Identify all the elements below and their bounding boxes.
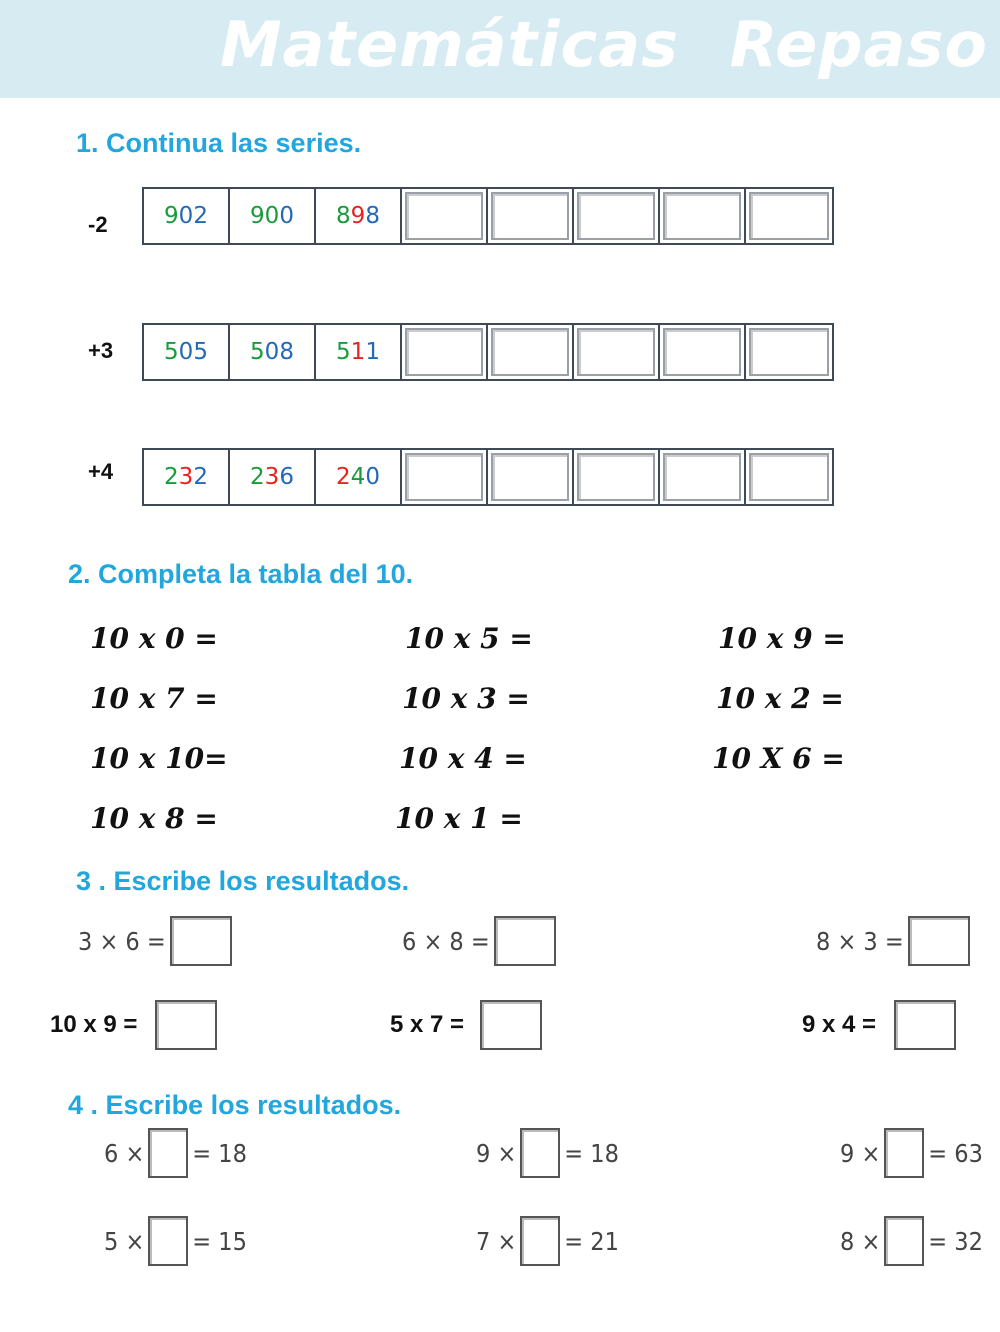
- exercise-text: 9 x 4 =: [802, 1011, 877, 1038]
- exercise-left: 8 ×: [840, 1226, 881, 1256]
- series-digit: 0: [365, 464, 380, 490]
- series-answer-box[interactable]: [660, 189, 746, 243]
- series-digit: 2: [250, 464, 265, 490]
- series-1-label: -2: [88, 212, 108, 237]
- series-digit: 1: [365, 339, 380, 365]
- answer-box[interactable]: [884, 1128, 924, 1178]
- series-digit: 8: [336, 203, 351, 229]
- series-digit: 8: [365, 203, 380, 229]
- exercise-item: [840, 1216, 983, 1266]
- series-2-label: +3: [88, 338, 114, 363]
- section-3-heading: 3 . Escribe los resultados.: [76, 866, 410, 896]
- series-digit: 8: [279, 339, 294, 365]
- exercise-item: [476, 1128, 619, 1178]
- series-cell: [316, 450, 402, 504]
- series-digit: 0: [279, 203, 294, 229]
- page-title: Matemáticas Repaso: [219, 8, 988, 81]
- exercise-item: [104, 1128, 247, 1178]
- series-2-row: [142, 323, 834, 381]
- exercise-text: 6 × 8 =: [402, 926, 490, 956]
- series-answer-box[interactable]: [574, 450, 660, 504]
- exercise-left: 9 ×: [840, 1138, 881, 1168]
- answer-box[interactable]: [148, 1216, 188, 1266]
- answer-box[interactable]: [170, 916, 232, 966]
- exercise-item: [840, 1128, 983, 1178]
- answer-box[interactable]: [884, 1216, 924, 1266]
- series-digit: 9: [250, 203, 265, 229]
- exercise-text: 8 × 3 =: [816, 926, 904, 956]
- series-answer-box[interactable]: [746, 189, 832, 243]
- page-header: [0, 0, 1000, 98]
- series-cell: [144, 450, 230, 504]
- series-answer-box[interactable]: [746, 325, 832, 379]
- series-digit: 9: [350, 203, 366, 229]
- series-answer-box[interactable]: [402, 450, 488, 504]
- mult-item[interactable]: 10 x 5 =: [405, 622, 533, 655]
- exercise-text: 10 x 9 =: [50, 1011, 138, 1038]
- series-cell: [144, 325, 230, 379]
- series-answer-box[interactable]: [402, 325, 488, 379]
- series-digit: 2: [193, 464, 208, 490]
- series-cell: [230, 189, 316, 243]
- series-digit: 3: [264, 464, 280, 490]
- series-digit: 5: [193, 339, 208, 365]
- series-digit: 4: [350, 464, 366, 490]
- series-answer-box[interactable]: [660, 325, 746, 379]
- answer-box[interactable]: [148, 1128, 188, 1178]
- series-answer-box[interactable]: [488, 325, 574, 379]
- series-1-row: [142, 187, 834, 245]
- series-answer-box[interactable]: [402, 189, 488, 243]
- series-3-label: +4: [88, 459, 114, 484]
- mult-item[interactable]: 10 x 8 =: [90, 802, 218, 835]
- exercise-left: 5 ×: [104, 1226, 145, 1256]
- exercise-right: = 18: [192, 1138, 247, 1168]
- mult-item[interactable]: 10 x 7 =: [90, 682, 218, 715]
- mult-item[interactable]: 10 x 3 =: [402, 682, 530, 715]
- exercise-item: [476, 1216, 619, 1266]
- series-digit: 2: [164, 464, 179, 490]
- answer-box[interactable]: [494, 916, 556, 966]
- exercise-text: 3 × 6 =: [78, 926, 166, 956]
- series-cell: [316, 189, 402, 243]
- answer-box[interactable]: [894, 1000, 956, 1050]
- answer-box[interactable]: [908, 916, 970, 966]
- mult-item[interactable]: 10 x 4 =: [399, 742, 527, 775]
- exercise-item: [78, 916, 232, 966]
- series-answer-box[interactable]: [746, 450, 832, 504]
- section-4-heading: 4 . Escribe los resultados.: [68, 1090, 402, 1120]
- series-digit: 5: [250, 339, 265, 365]
- mult-item[interactable]: 10 x 0 =: [90, 622, 218, 655]
- answer-box[interactable]: [480, 1000, 542, 1050]
- exercise-item: [50, 1000, 217, 1050]
- series-answer-box[interactable]: [574, 189, 660, 243]
- exercise-item: [390, 1000, 542, 1050]
- series-answer-box[interactable]: [660, 450, 746, 504]
- exercise-right: = 18: [564, 1138, 619, 1168]
- exercise-left: 7 ×: [476, 1226, 517, 1256]
- exercise-right: = 32: [928, 1226, 983, 1256]
- exercise-right: = 21: [564, 1226, 619, 1256]
- section-1-heading: 1. Continua las series.: [76, 128, 362, 158]
- series-cell: [230, 325, 316, 379]
- series-cell: [144, 189, 230, 243]
- series-digit: 1: [350, 339, 366, 365]
- section-2-heading: 2. Completa la tabla del 10.: [68, 559, 414, 589]
- series-digit: 9: [164, 203, 179, 229]
- series-digit: 0: [264, 203, 280, 229]
- answer-box[interactable]: [520, 1216, 560, 1266]
- series-digit: 6: [279, 464, 294, 490]
- mult-item[interactable]: 10 x 9 =: [718, 622, 846, 655]
- exercise-item: [802, 1000, 956, 1050]
- mult-item[interactable]: 10 x 2 =: [716, 682, 844, 715]
- mult-item[interactable]: 10 x 1 =: [395, 802, 523, 835]
- answer-box[interactable]: [520, 1128, 560, 1178]
- exercise-item: [104, 1216, 247, 1266]
- series-digit: 5: [164, 339, 179, 365]
- exercise-right: = 15: [192, 1226, 247, 1256]
- series-3-row: [142, 448, 834, 506]
- series-cell: [316, 325, 402, 379]
- exercise-item: [816, 916, 970, 966]
- series-digit: 0: [264, 339, 280, 365]
- series-answer-box[interactable]: [488, 189, 574, 243]
- series-cell: [230, 450, 316, 504]
- exercise-item: [402, 916, 556, 966]
- series-answer-box[interactable]: [488, 450, 574, 504]
- mult-item[interactable]: 10 x 10=: [90, 742, 228, 775]
- series-digit: 0: [178, 203, 194, 229]
- series-digit: 3: [178, 464, 194, 490]
- series-digit: 2: [193, 203, 208, 229]
- exercise-right: = 63: [928, 1138, 983, 1168]
- exercise-left: 9 ×: [476, 1138, 517, 1168]
- series-answer-box[interactable]: [574, 325, 660, 379]
- series-digit: 2: [336, 464, 351, 490]
- exercise-text: 5 x 7 =: [390, 1011, 465, 1038]
- series-digit: 0: [178, 339, 194, 365]
- mult-item[interactable]: 10 X 6 =: [712, 742, 845, 775]
- series-digit: 5: [336, 339, 351, 365]
- exercise-left: 6 ×: [104, 1138, 145, 1168]
- answer-box[interactable]: [155, 1000, 217, 1050]
